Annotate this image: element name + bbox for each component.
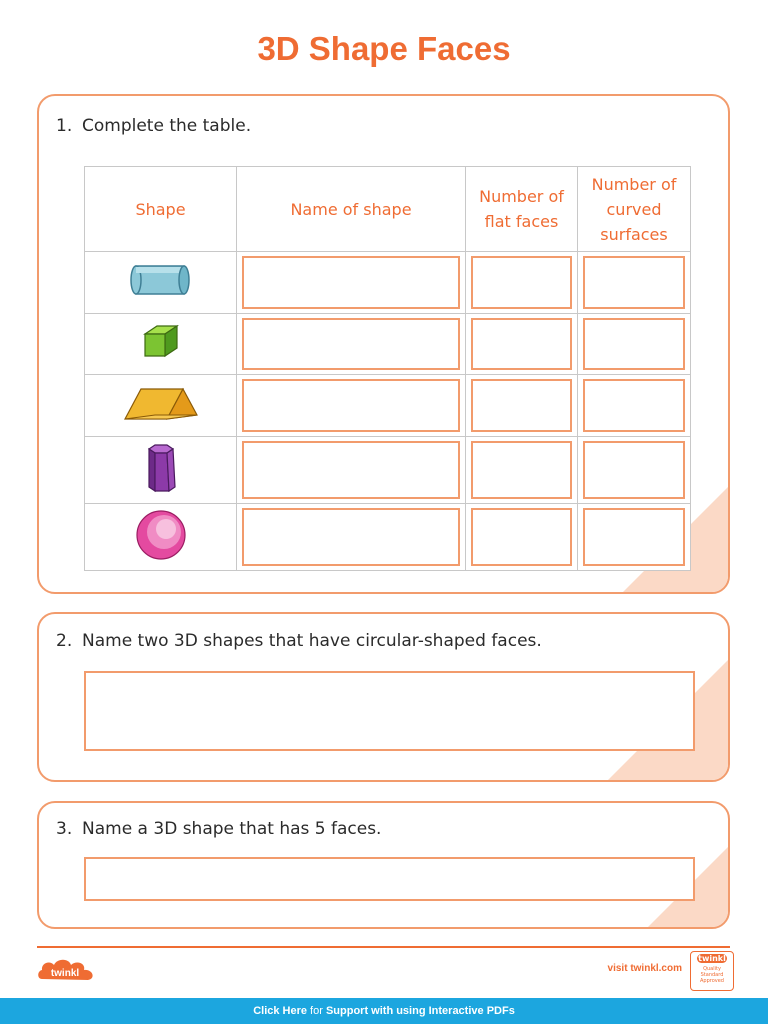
table-row	[85, 503, 691, 570]
shape-faces-table	[84, 166, 691, 571]
banner-link[interactable]: Click Here	[253, 1005, 307, 1017]
flat-faces-answer-cell[interactable]	[466, 503, 578, 570]
logo-text: twinkl	[50, 968, 80, 979]
curved-surfaces-answer-cell[interactable]	[578, 503, 691, 570]
badge-logo-text: twinkl	[698, 954, 726, 963]
curved-surfaces-answer-box[interactable]	[583, 508, 685, 566]
quality-badge	[690, 951, 734, 991]
question-3-panel	[37, 801, 730, 929]
question-2-panel	[37, 612, 730, 782]
name-answer-box[interactable]	[242, 256, 460, 309]
name-answer-cell[interactable]	[237, 436, 466, 503]
cube-icon	[139, 320, 183, 364]
curved-surfaces-answer-box[interactable]	[583, 441, 685, 499]
name-answer-cell[interactable]	[237, 252, 466, 314]
flat-faces-answer-box[interactable]	[471, 379, 572, 432]
flat-faces-answer-box[interactable]	[471, 508, 572, 566]
table-header-row	[85, 167, 691, 252]
flat-faces-answer-box[interactable]	[471, 441, 572, 499]
visit-link[interactable]: visit twinkl.com	[607, 963, 682, 974]
header-curved-surfaces: Number of curved surfaces	[578, 167, 691, 252]
banner-text: Support with using Interactive PDFs	[325, 1005, 515, 1017]
question-1-prompt	[56, 116, 251, 136]
table-row	[85, 252, 691, 314]
name-answer-box[interactable]	[242, 441, 460, 499]
badge-caption: Quality Standard Approved	[700, 966, 724, 984]
question-text: Name a 3D shape that has 5 faces.	[82, 819, 382, 839]
curved-surfaces-answer-box[interactable]	[583, 379, 685, 432]
name-answer-box[interactable]	[242, 379, 460, 432]
header-shape: Shape	[85, 167, 237, 252]
curved-surfaces-answer-box[interactable]	[583, 318, 685, 371]
name-answer-box[interactable]	[242, 318, 460, 371]
header-flat-faces: Number of flat faces	[466, 167, 578, 252]
curved-surfaces-answer-box[interactable]	[583, 256, 685, 309]
table-row	[85, 313, 691, 375]
question-3-prompt	[56, 819, 381, 839]
hexagonal-prism-icon	[141, 441, 181, 495]
flat-faces-answer-cell[interactable]	[466, 436, 578, 503]
shape-cell	[85, 436, 237, 503]
question-number: 1.	[56, 116, 73, 136]
question-2-prompt	[56, 631, 542, 651]
table-row	[85, 436, 691, 503]
flat-faces-answer-cell[interactable]	[466, 252, 578, 314]
name-answer-box[interactable]	[242, 508, 460, 566]
header-name-of-shape: Name of shape	[237, 167, 466, 252]
sphere-icon	[134, 508, 188, 562]
table-row	[85, 375, 691, 437]
page-title: 3D Shape Faces	[257, 30, 511, 67]
question-3-answer-box[interactable]	[84, 857, 695, 901]
twinkl-logo-icon[interactable]	[36, 955, 98, 985]
footer-divider	[37, 946, 730, 948]
name-answer-cell[interactable]	[237, 503, 466, 570]
banner-for: for	[307, 1005, 326, 1017]
question-1-panel	[37, 94, 730, 594]
question-number: 2.	[56, 631, 73, 651]
curved-surfaces-answer-cell[interactable]	[578, 436, 691, 503]
flat-faces-answer-cell[interactable]	[466, 313, 578, 375]
triangular-prism-icon	[121, 381, 201, 425]
name-answer-cell[interactable]	[237, 375, 466, 437]
question-text: Name two 3D shapes that have circular-shaped faces.	[82, 631, 542, 651]
question-2-answer-box[interactable]	[84, 671, 695, 751]
shape-cell	[85, 252, 237, 314]
flat-faces-answer-box[interactable]	[471, 256, 572, 309]
shape-cell	[85, 375, 237, 437]
shape-cell	[85, 313, 237, 375]
shape-cell	[85, 503, 237, 570]
flat-faces-answer-box[interactable]	[471, 318, 572, 371]
cylinder-icon	[130, 260, 192, 300]
question-text: Complete the table.	[82, 116, 252, 136]
curved-surfaces-answer-cell[interactable]	[578, 252, 691, 314]
curved-surfaces-answer-cell[interactable]	[578, 313, 691, 375]
question-number: 3.	[56, 819, 73, 839]
flat-faces-answer-cell[interactable]	[466, 375, 578, 437]
curved-surfaces-answer-cell[interactable]	[578, 375, 691, 437]
name-answer-cell[interactable]	[237, 313, 466, 375]
support-banner[interactable]	[0, 998, 768, 1024]
